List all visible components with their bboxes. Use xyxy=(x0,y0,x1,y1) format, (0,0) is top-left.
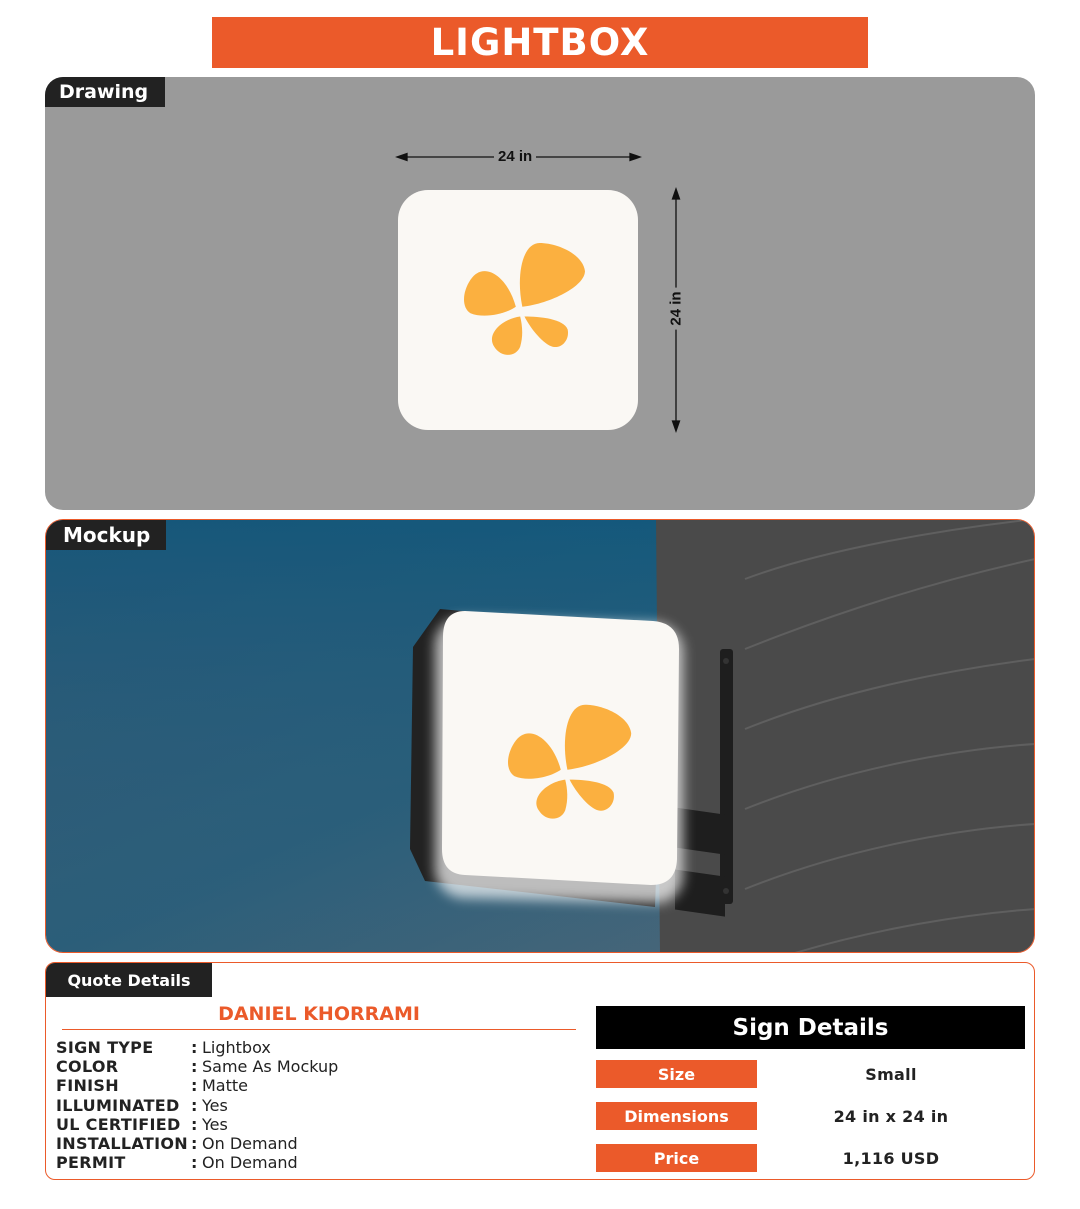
page-title: LIGHTBOX xyxy=(212,17,868,68)
sign-detail-row-size xyxy=(596,1060,1025,1088)
spec-key: INSTALLATION xyxy=(56,1134,188,1154)
quote-details-tab: Quote Details xyxy=(46,963,212,997)
sign-details-header: Sign Details xyxy=(596,1006,1025,1049)
sign-detail-label: Dimensions xyxy=(596,1102,757,1130)
drawing-panel xyxy=(45,77,1035,510)
sign-detail-label: Price xyxy=(596,1144,757,1172)
mockup-tab: Mockup xyxy=(46,520,166,550)
spec-row: COLOR : Same As Mockup xyxy=(56,1057,339,1077)
mockup-panel xyxy=(45,519,1035,953)
sign-detail-value: 24 in x 24 in xyxy=(833,1106,949,1126)
spec-row: FINISH : Matte xyxy=(56,1076,248,1096)
spec-value: Matte xyxy=(202,1076,248,1096)
height-arrow-up-icon xyxy=(673,189,680,199)
sign-face-drawing xyxy=(398,190,638,430)
mockup-scene xyxy=(45,519,1035,953)
spec-row: UL CERTIFIED : Yes xyxy=(56,1114,228,1134)
spec-row: PERMIT : On Demand xyxy=(56,1153,298,1173)
spec-key: COLOR xyxy=(56,1057,119,1077)
spec-value: On Demand xyxy=(202,1153,298,1173)
spec-key: UL CERTIFIED xyxy=(56,1114,181,1134)
width-dimension-label: 24 in xyxy=(494,148,536,165)
spec-row: SIGN TYPE : Lightbox xyxy=(56,1038,271,1058)
width-arrow-left-icon xyxy=(397,154,407,161)
spec-key: PERMIT xyxy=(56,1153,126,1173)
sign-detail-label: Size xyxy=(596,1060,757,1088)
sign-detail-row-price xyxy=(596,1144,1025,1172)
sign-detail-value: Small xyxy=(865,1064,917,1084)
spec-key: ILLUMINATED xyxy=(56,1095,180,1115)
spec-value: On Demand xyxy=(202,1134,298,1154)
quote-details-panel xyxy=(45,962,1035,1180)
dimension-lines xyxy=(45,77,1035,510)
spec-key: SIGN TYPE xyxy=(56,1038,154,1058)
sign-detail-row-dimensions xyxy=(596,1102,1025,1130)
height-dimension-label: 24 in xyxy=(668,287,685,329)
spec-value: Yes xyxy=(202,1095,228,1115)
spec-value: Same As Mockup xyxy=(202,1057,339,1077)
spec-row: INSTALLATION : On Demand xyxy=(56,1134,298,1154)
drawing-tab: Drawing xyxy=(45,77,165,107)
height-arrow-down-icon xyxy=(673,421,680,431)
sign-detail-value: 1,116 USD xyxy=(842,1148,940,1168)
spec-value: Yes xyxy=(202,1114,228,1134)
spec-list xyxy=(56,1038,338,1172)
spec-value: Lightbox xyxy=(202,1038,271,1058)
customer-name: DANIEL KHORRAMI xyxy=(62,1003,576,1030)
width-arrow-right-icon xyxy=(630,154,640,161)
spec-key: FINISH xyxy=(56,1076,119,1096)
spec-row: ILLUMINATED : Yes xyxy=(56,1095,228,1115)
lightbox-face xyxy=(442,611,679,885)
